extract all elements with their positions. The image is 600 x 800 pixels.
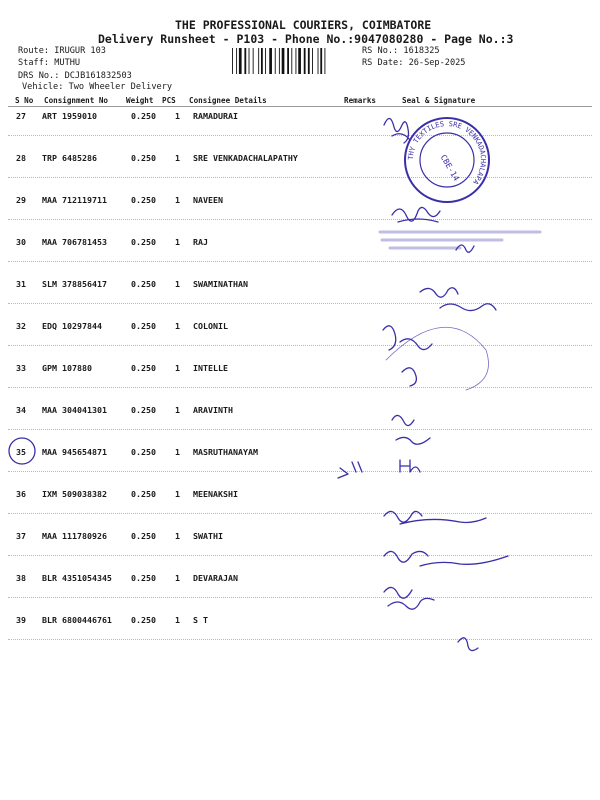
cell-sno: 28 — [16, 153, 26, 163]
cell-weight: 0.250 — [131, 153, 156, 163]
cell-consignment: ART 1959010 — [42, 111, 97, 121]
cell-consignment: MAA 706781453 — [42, 237, 107, 247]
cell-consignment: MAA 304041301 — [42, 405, 107, 415]
cell-sno: 31 — [16, 279, 26, 289]
cell-pcs: 1 — [175, 489, 180, 499]
cell-consignment: MAA 712119711 — [42, 195, 107, 205]
cell-weight: 0.250 — [131, 237, 156, 247]
cell-pcs: 1 — [175, 153, 180, 163]
barcode — [232, 48, 360, 74]
cell-pcs: 1 — [175, 279, 180, 289]
cell-weight: 0.250 — [131, 321, 156, 331]
cell-pcs: 1 — [175, 321, 180, 331]
col-sno: S No — [15, 96, 34, 105]
runsheet-title: Delivery Runsheet - P103 - Phone No.:9047080280 - Page No.:3 — [98, 32, 514, 46]
cell-consignment: GPM 107880 — [42, 363, 92, 373]
route-label: Route: IRUGUR 103 — [18, 46, 106, 56]
cell-sno: 30 — [16, 237, 26, 247]
cell-weight: 0.250 — [131, 363, 156, 373]
cell-sno: 37 — [16, 531, 26, 541]
col-pcs: PCS — [162, 96, 176, 105]
cell-consignment: EDQ 10297844 — [42, 321, 102, 331]
cell-pcs: 1 — [175, 195, 180, 205]
cell-sno: 33 — [16, 363, 26, 373]
cell-pcs: 1 — [175, 111, 180, 121]
cell-sno: 38 — [16, 573, 26, 583]
seal-stamp — [405, 118, 489, 202]
cell-sno: 35 — [16, 447, 26, 457]
cell-consignee: MASRUTHANAYAM — [193, 447, 258, 457]
cell-weight: 0.250 — [131, 615, 156, 625]
cell-consignment: TRP 6485286 — [42, 153, 97, 163]
cell-pcs: 1 — [175, 615, 180, 625]
stamp-text: THY TEXTILES SRE VENKADACHALAPA — [406, 119, 488, 186]
cell-pcs: 1 — [175, 405, 180, 415]
cell-pcs: 1 — [175, 363, 180, 373]
cell-consignee: NAVEEN — [193, 195, 223, 205]
cell-consignee: SWATHI — [193, 531, 223, 541]
company-title: THE PROFESSIONAL COURIERS, COIMBATORE — [175, 18, 432, 32]
row-divider — [8, 597, 592, 598]
cell-consignment: BLR 6800446761 — [42, 615, 112, 625]
stamp-center-text: CBE-14 — [438, 153, 461, 183]
col-consignment: Consignment No — [44, 96, 109, 105]
cell-weight: 0.250 — [131, 531, 156, 541]
cell-consignment: IXM 509038382 — [42, 489, 107, 499]
row-divider — [8, 639, 592, 640]
row-divider — [8, 387, 592, 388]
row-divider — [8, 513, 592, 514]
row-divider — [8, 471, 592, 472]
cell-consignee: ARAVINTH — [193, 405, 233, 415]
cell-sno: 32 — [16, 321, 26, 331]
row-divider — [8, 261, 592, 262]
cell-sno: 29 — [16, 195, 26, 205]
drs-number: DRS No.: DCJB161832503 — [18, 71, 132, 81]
cell-pcs: 1 — [175, 573, 180, 583]
cell-weight: 0.250 — [131, 279, 156, 289]
cell-weight: 0.250 — [131, 489, 156, 499]
cell-consignment: MAA 945654871 — [42, 447, 107, 457]
cell-weight: 0.250 — [131, 111, 156, 121]
cell-consignee: DEVARAJAN — [193, 573, 238, 583]
cell-consignee: RAMADURAI — [193, 111, 238, 121]
row-divider — [8, 345, 592, 346]
cell-consignee: RAJ — [193, 237, 208, 247]
rs-date: RS Date: 26-Sep-2025 — [362, 58, 466, 68]
col-remarks: Remarks — [344, 96, 377, 105]
col-seal-signature: Seal & Signature — [402, 96, 476, 105]
cell-sno: 34 — [16, 405, 26, 415]
cell-consignee: MEENAKSHI — [193, 489, 238, 499]
cell-weight: 0.250 — [131, 447, 156, 457]
rs-number: RS No.: 1618325 — [362, 46, 440, 56]
vehicle-label: Vehicle: Two Wheeler Delivery — [22, 82, 173, 92]
cell-pcs: 1 — [175, 531, 180, 541]
cell-consignee: COLONIL — [193, 321, 228, 331]
col-weight: Weight — [126, 96, 154, 105]
cell-consignee: INTELLE — [193, 363, 228, 373]
cell-weight: 0.250 — [131, 573, 156, 583]
cell-sno: 27 — [16, 111, 26, 121]
cell-consignment: BLR 4351054345 — [42, 573, 112, 583]
staff-label: Staff: MUTHU — [18, 58, 81, 68]
cell-consignee: SWAMINATHAN — [193, 279, 248, 289]
cell-consignment: MAA 111780926 — [42, 531, 107, 541]
cell-pcs: 1 — [175, 447, 180, 457]
cell-pcs: 1 — [175, 237, 180, 247]
row-divider — [8, 135, 592, 136]
signature-marks — [338, 118, 540, 650]
row-divider — [8, 429, 592, 430]
row-divider — [8, 177, 592, 178]
cell-weight: 0.250 — [131, 405, 156, 415]
row-divider — [8, 555, 592, 556]
col-consignee: Consignee Details — [189, 96, 267, 105]
row-divider — [8, 219, 592, 220]
cell-consignee: SRE VENKADACHALAPATHY — [193, 153, 298, 163]
cell-weight: 0.250 — [131, 195, 156, 205]
cell-sno: 39 — [16, 615, 26, 625]
cell-consignment: SLM 378856417 — [42, 279, 107, 289]
row-divider — [8, 303, 592, 304]
cell-consignee: S T — [193, 615, 208, 625]
cell-sno: 36 — [16, 489, 26, 499]
